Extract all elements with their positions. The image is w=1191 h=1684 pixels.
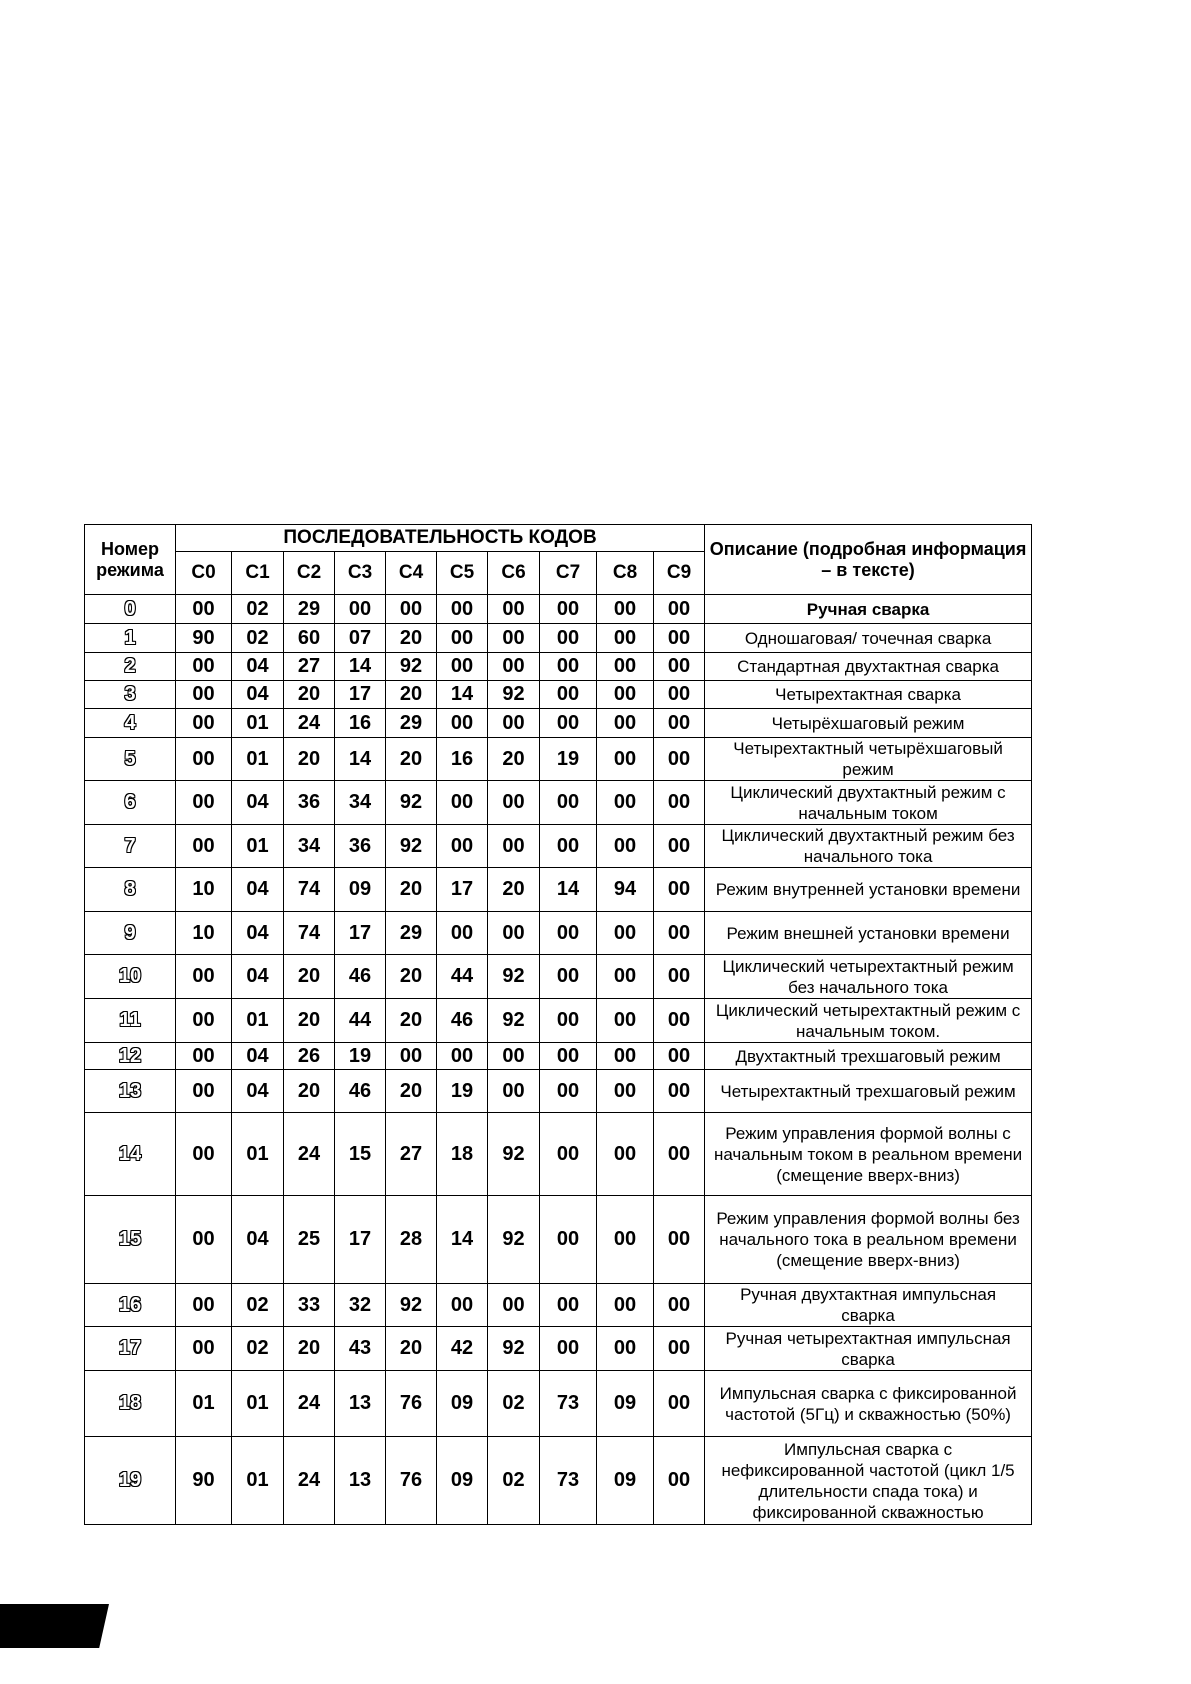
code-header-c3: C3 <box>335 552 386 595</box>
code-value-cell: 46 <box>437 999 488 1043</box>
code-value-cell: 00 <box>654 955 705 999</box>
table-row <box>85 868 1032 912</box>
mode-number-cell: 7 <box>85 825 176 868</box>
mode-number-cell: 8 <box>85 868 176 912</box>
code-value-cell: 76 <box>386 1437 437 1525</box>
table-row <box>85 709 1032 738</box>
code-value-cell: 00 <box>540 653 597 681</box>
code-value-cell: 46 <box>335 955 386 999</box>
code-value-cell: 04 <box>232 1196 284 1284</box>
code-value-cell: 13 <box>335 1371 386 1437</box>
code-value-cell: 09 <box>437 1371 488 1437</box>
code-value-cell: 00 <box>176 1284 232 1327</box>
code-value-cell: 09 <box>335 868 386 912</box>
code-value-cell: 20 <box>386 999 437 1043</box>
code-value-cell: 01 <box>232 738 284 781</box>
mode-number-cell: 15 <box>85 1196 176 1284</box>
code-value-cell: 00 <box>176 1196 232 1284</box>
code-value-cell: 00 <box>597 1070 654 1113</box>
mode-description-cell: Ручная двухтактная импульсная сварка <box>705 1284 1032 1327</box>
code-value-cell: 92 <box>386 1284 437 1327</box>
code-value-cell: 00 <box>597 624 654 653</box>
code-value-cell: 00 <box>488 1043 540 1070</box>
mode-number-cell: 12 <box>85 1043 176 1070</box>
code-header-c7: C7 <box>540 552 597 595</box>
code-header-c0: C0 <box>176 552 232 595</box>
code-value-cell: 00 <box>437 653 488 681</box>
code-value-cell: 34 <box>335 781 386 825</box>
code-value-cell: 00 <box>437 624 488 653</box>
code-value-cell: 34 <box>284 825 335 868</box>
mode-number-cell: 4 <box>85 709 176 738</box>
code-value-cell: 20 <box>284 1327 335 1371</box>
code-value-cell: 00 <box>176 653 232 681</box>
code-value-cell: 24 <box>284 709 335 738</box>
code-value-cell: 17 <box>335 681 386 709</box>
code-value-cell: 73 <box>540 1371 597 1437</box>
code-value-cell: 00 <box>437 781 488 825</box>
code-value-cell: 33 <box>284 1284 335 1327</box>
code-value-cell: 36 <box>335 825 386 868</box>
code-value-cell: 74 <box>284 868 335 912</box>
table-row <box>85 825 1032 868</box>
code-value-cell: 00 <box>437 709 488 738</box>
mode-description-cell: Ручная сварка <box>705 595 1032 624</box>
code-value-cell: 20 <box>386 624 437 653</box>
code-value-cell: 20 <box>386 1070 437 1113</box>
mode-description-cell: Четырёхшаговый режим <box>705 709 1032 738</box>
code-value-cell: 00 <box>597 1327 654 1371</box>
code-value-cell: 92 <box>386 781 437 825</box>
code-value-cell: 14 <box>335 738 386 781</box>
mode-number-cell: 17 <box>85 1327 176 1371</box>
code-value-cell: 25 <box>284 1196 335 1284</box>
table-row <box>85 999 1032 1043</box>
code-value-cell: 00 <box>488 1284 540 1327</box>
code-value-cell: 00 <box>597 781 654 825</box>
code-value-cell: 73 <box>540 1437 597 1525</box>
code-value-cell: 20 <box>386 955 437 999</box>
code-value-cell: 02 <box>232 1327 284 1371</box>
mode-description-cell: Одношаговая/ точечная сварка <box>705 624 1032 653</box>
mode-number-cell: 14 <box>85 1113 176 1196</box>
code-value-cell: 00 <box>654 1284 705 1327</box>
code-value-cell: 00 <box>540 999 597 1043</box>
code-value-cell: 00 <box>654 868 705 912</box>
code-value-cell: 20 <box>284 999 335 1043</box>
mode-number-cell: 6 <box>85 781 176 825</box>
mode-number-cell: 11 <box>85 999 176 1043</box>
code-value-cell: 00 <box>540 912 597 955</box>
mode-description-cell: Циклический двухтактный режим с начальным током <box>705 781 1032 825</box>
code-header-c6: C6 <box>488 552 540 595</box>
code-header-c8: C8 <box>597 552 654 595</box>
code-value-cell: 90 <box>176 624 232 653</box>
code-value-cell: 24 <box>284 1437 335 1525</box>
code-value-cell: 00 <box>540 624 597 653</box>
code-value-cell: 00 <box>597 1284 654 1327</box>
code-value-cell: 00 <box>176 999 232 1043</box>
code-value-cell: 92 <box>488 955 540 999</box>
code-value-cell: 00 <box>488 595 540 624</box>
code-value-cell: 20 <box>488 868 540 912</box>
mode-number-cell: 1 <box>85 624 176 653</box>
code-value-cell: 00 <box>437 1284 488 1327</box>
code-value-cell: 17 <box>335 912 386 955</box>
code-value-cell: 00 <box>654 912 705 955</box>
code-value-cell: 01 <box>232 825 284 868</box>
code-value-cell: 92 <box>386 825 437 868</box>
code-value-cell: 00 <box>540 1327 597 1371</box>
code-value-cell: 00 <box>654 1437 705 1525</box>
code-value-cell: 01 <box>232 999 284 1043</box>
code-value-cell: 00 <box>654 999 705 1043</box>
mode-description-cell: Режим управления формой волны без начального тока в реальном времени (смещение вверх-вниз) <box>705 1196 1032 1284</box>
code-value-cell: 02 <box>232 624 284 653</box>
mode-description-cell: Импульсная сварка с фиксированной частотой (5Гц) и скважностью (50%) <box>705 1371 1032 1437</box>
mode-description-cell: Импульсная сварка с нефиксированной частотой (цикл 1/5 длительности спада тока) и фиксированной скважностью <box>705 1437 1032 1525</box>
code-value-cell: 00 <box>597 681 654 709</box>
code-value-cell: 00 <box>488 1070 540 1113</box>
code-value-cell: 00 <box>654 1113 705 1196</box>
code-value-cell: 00 <box>597 1043 654 1070</box>
code-value-cell: 04 <box>232 1070 284 1113</box>
mode-description-cell: Четырехтактный четырёхшаговый режим <box>705 738 1032 781</box>
table-row <box>85 738 1032 781</box>
code-value-cell: 00 <box>540 1043 597 1070</box>
code-value-cell: 00 <box>488 781 540 825</box>
code-value-cell: 00 <box>540 1196 597 1284</box>
code-header-c1: C1 <box>232 552 284 595</box>
table-body <box>85 595 1032 1525</box>
description-header: Описание (подробная информация – в тексте) <box>705 525 1032 595</box>
code-value-cell: 00 <box>597 653 654 681</box>
table-row <box>85 781 1032 825</box>
code-value-cell: 46 <box>335 1070 386 1113</box>
code-value-cell: 01 <box>232 1113 284 1196</box>
table-row <box>85 1371 1032 1437</box>
mode-number-cell: 0 <box>85 595 176 624</box>
mode-number-cell: 13 <box>85 1070 176 1113</box>
code-value-cell: 00 <box>176 1113 232 1196</box>
code-value-cell: 09 <box>597 1371 654 1437</box>
code-value-cell: 00 <box>654 1043 705 1070</box>
code-value-cell: 09 <box>597 1437 654 1525</box>
code-value-cell: 00 <box>597 595 654 624</box>
code-value-cell: 00 <box>597 1196 654 1284</box>
code-value-cell: 00 <box>176 595 232 624</box>
code-value-cell: 92 <box>488 1327 540 1371</box>
code-value-cell: 00 <box>540 1070 597 1113</box>
code-header-c2: C2 <box>284 552 335 595</box>
code-sequence-header: ПОСЛЕДОВАТЕЛЬНОСТЬ КОДОВ <box>176 525 705 552</box>
code-header-c5: C5 <box>437 552 488 595</box>
table-row <box>85 955 1032 999</box>
code-value-cell: 00 <box>654 709 705 738</box>
mode-description-cell: Циклический четырехтактный режим с начальным током. <box>705 999 1032 1043</box>
mode-number-cell: 5 <box>85 738 176 781</box>
code-value-cell: 17 <box>335 1196 386 1284</box>
code-value-cell: 00 <box>540 681 597 709</box>
code-value-cell: 00 <box>488 912 540 955</box>
code-value-cell: 00 <box>176 1070 232 1113</box>
code-value-cell: 29 <box>386 912 437 955</box>
code-header-c9: C9 <box>654 552 705 595</box>
code-value-cell: 16 <box>335 709 386 738</box>
code-value-cell: 24 <box>284 1371 335 1437</box>
code-value-cell: 02 <box>232 1284 284 1327</box>
table-row <box>85 1070 1032 1113</box>
code-value-cell: 00 <box>540 1284 597 1327</box>
code-value-cell: 00 <box>597 825 654 868</box>
mode-description-cell: Четырехтактный трехшаговый режим <box>705 1070 1032 1113</box>
code-value-cell: 20 <box>284 681 335 709</box>
mode-number-cell: 19 <box>85 1437 176 1525</box>
code-value-cell: 00 <box>597 1113 654 1196</box>
code-value-cell: 14 <box>437 1196 488 1284</box>
mode-description-cell: Двухтактный трехшаговый режим <box>705 1043 1032 1070</box>
welding-modes-table <box>84 524 1032 1525</box>
code-value-cell: 04 <box>232 1043 284 1070</box>
code-value-cell: 19 <box>335 1043 386 1070</box>
code-value-cell: 09 <box>437 1437 488 1525</box>
code-value-cell: 00 <box>488 624 540 653</box>
code-value-cell: 02 <box>232 595 284 624</box>
code-value-cell: 44 <box>437 955 488 999</box>
code-value-cell: 92 <box>488 681 540 709</box>
code-value-cell: 92 <box>488 1196 540 1284</box>
code-value-cell: 20 <box>284 955 335 999</box>
code-value-cell: 00 <box>654 681 705 709</box>
code-value-cell: 04 <box>232 868 284 912</box>
code-value-cell: 18 <box>437 1113 488 1196</box>
code-value-cell: 00 <box>654 1371 705 1437</box>
code-value-cell: 42 <box>437 1327 488 1371</box>
code-value-cell: 29 <box>386 709 437 738</box>
table-row <box>85 1284 1032 1327</box>
code-value-cell: 10 <box>176 868 232 912</box>
code-value-cell: 00 <box>540 709 597 738</box>
code-value-cell: 04 <box>232 955 284 999</box>
code-value-cell: 00 <box>654 738 705 781</box>
code-value-cell: 24 <box>284 1113 335 1196</box>
table-row <box>85 1437 1032 1525</box>
mode-number-cell: 3 <box>85 681 176 709</box>
code-value-cell: 20 <box>386 868 437 912</box>
mode-number-cell: 10 <box>85 955 176 999</box>
code-value-cell: 00 <box>597 999 654 1043</box>
code-value-cell: 44 <box>335 999 386 1043</box>
code-value-cell: 20 <box>386 738 437 781</box>
code-value-cell: 36 <box>284 781 335 825</box>
table-row <box>85 624 1032 653</box>
code-value-cell: 02 <box>488 1371 540 1437</box>
code-value-cell: 00 <box>654 1327 705 1371</box>
mode-description-cell: Режим управления формой волны с начальным током в реальном времени (смещение вверх-вниз) <box>705 1113 1032 1196</box>
code-value-cell: 14 <box>335 653 386 681</box>
table-row <box>85 595 1032 624</box>
code-value-cell: 26 <box>284 1043 335 1070</box>
code-value-cell: 00 <box>654 653 705 681</box>
code-value-cell: 01 <box>232 1437 284 1525</box>
page-footer-bar <box>0 1604 109 1648</box>
code-value-cell: 04 <box>232 781 284 825</box>
table-row <box>85 912 1032 955</box>
code-value-cell: 00 <box>540 781 597 825</box>
code-value-cell: 76 <box>386 1371 437 1437</box>
code-value-cell: 07 <box>335 624 386 653</box>
code-value-cell: 00 <box>488 709 540 738</box>
table-row <box>85 1327 1032 1371</box>
code-value-cell: 00 <box>335 595 386 624</box>
code-value-cell: 00 <box>176 738 232 781</box>
mode-number-cell: 16 <box>85 1284 176 1327</box>
code-value-cell: 00 <box>654 1070 705 1113</box>
code-value-cell: 20 <box>284 1070 335 1113</box>
code-value-cell: 27 <box>386 1113 437 1196</box>
code-value-cell: 74 <box>284 912 335 955</box>
code-value-cell: 32 <box>335 1284 386 1327</box>
code-value-cell: 00 <box>540 825 597 868</box>
code-value-cell: 00 <box>386 1043 437 1070</box>
code-value-cell: 00 <box>488 825 540 868</box>
code-value-cell: 00 <box>597 738 654 781</box>
code-value-cell: 01 <box>232 709 284 738</box>
table-row <box>85 1196 1032 1284</box>
code-value-cell: 20 <box>386 1327 437 1371</box>
code-value-cell: 01 <box>232 1371 284 1437</box>
code-value-cell: 19 <box>437 1070 488 1113</box>
code-value-cell: 00 <box>597 709 654 738</box>
code-value-cell: 92 <box>488 999 540 1043</box>
code-value-cell: 20 <box>488 738 540 781</box>
code-value-cell: 00 <box>488 653 540 681</box>
code-value-cell: 20 <box>284 738 335 781</box>
code-header-c4: C4 <box>386 552 437 595</box>
code-value-cell: 14 <box>540 868 597 912</box>
mode-description-cell: Ручная четырехтактная импульсная сварка <box>705 1327 1032 1371</box>
mode-description-cell: Стандартная двухтактная сварка <box>705 653 1032 681</box>
code-value-cell: 00 <box>540 595 597 624</box>
mode-description-cell: Четырехтактная сварка <box>705 681 1032 709</box>
code-value-cell: 60 <box>284 624 335 653</box>
code-value-cell: 00 <box>437 825 488 868</box>
code-value-cell: 29 <box>284 595 335 624</box>
mode-number-header: Номер режима <box>85 525 176 595</box>
code-value-cell: 14 <box>437 681 488 709</box>
code-value-cell: 43 <box>335 1327 386 1371</box>
code-value-cell: 02 <box>488 1437 540 1525</box>
code-value-cell: 00 <box>597 955 654 999</box>
code-value-cell: 00 <box>176 781 232 825</box>
table-row <box>85 1113 1032 1196</box>
table-row <box>85 681 1032 709</box>
code-value-cell: 00 <box>654 624 705 653</box>
code-value-cell: 90 <box>176 1437 232 1525</box>
code-value-cell: 28 <box>386 1196 437 1284</box>
code-value-cell: 92 <box>488 1113 540 1196</box>
table-row <box>85 1043 1032 1070</box>
code-value-cell: 00 <box>540 1113 597 1196</box>
code-value-cell: 00 <box>654 825 705 868</box>
code-value-cell: 19 <box>540 738 597 781</box>
code-value-cell: 15 <box>335 1113 386 1196</box>
mode-number-cell: 18 <box>85 1371 176 1437</box>
code-value-cell: 00 <box>437 912 488 955</box>
mode-description-cell: Режим внешней установки времени <box>705 912 1032 955</box>
code-value-cell: 00 <box>437 1043 488 1070</box>
mode-number-cell: 2 <box>85 653 176 681</box>
code-value-cell: 00 <box>176 825 232 868</box>
code-value-cell: 00 <box>654 781 705 825</box>
code-value-cell: 16 <box>437 738 488 781</box>
code-value-cell: 00 <box>654 595 705 624</box>
code-value-cell: 27 <box>284 653 335 681</box>
code-value-cell: 00 <box>176 1327 232 1371</box>
code-value-cell: 00 <box>176 1043 232 1070</box>
code-value-cell: 17 <box>437 868 488 912</box>
code-value-cell: 00 <box>386 595 437 624</box>
code-value-cell: 04 <box>232 681 284 709</box>
code-value-cell: 00 <box>654 1196 705 1284</box>
code-value-cell: 01 <box>176 1371 232 1437</box>
code-value-cell: 10 <box>176 912 232 955</box>
code-value-cell: 94 <box>597 868 654 912</box>
mode-description-cell: Режим внутренней установки времени <box>705 868 1032 912</box>
code-value-cell: 00 <box>176 681 232 709</box>
code-value-cell: 00 <box>597 912 654 955</box>
table-row <box>85 653 1032 681</box>
code-value-cell: 00 <box>540 955 597 999</box>
code-value-cell: 00 <box>176 709 232 738</box>
code-value-cell: 00 <box>437 595 488 624</box>
code-value-cell: 00 <box>176 955 232 999</box>
code-value-cell: 92 <box>386 653 437 681</box>
mode-number-cell: 9 <box>85 912 176 955</box>
code-value-cell: 04 <box>232 653 284 681</box>
code-value-cell: 04 <box>232 912 284 955</box>
mode-description-cell: Циклический двухтактный режим без начального тока <box>705 825 1032 868</box>
mode-description-cell: Циклический четырехтактный режим без начального тока <box>705 955 1032 999</box>
code-value-cell: 13 <box>335 1437 386 1525</box>
code-value-cell: 20 <box>386 681 437 709</box>
